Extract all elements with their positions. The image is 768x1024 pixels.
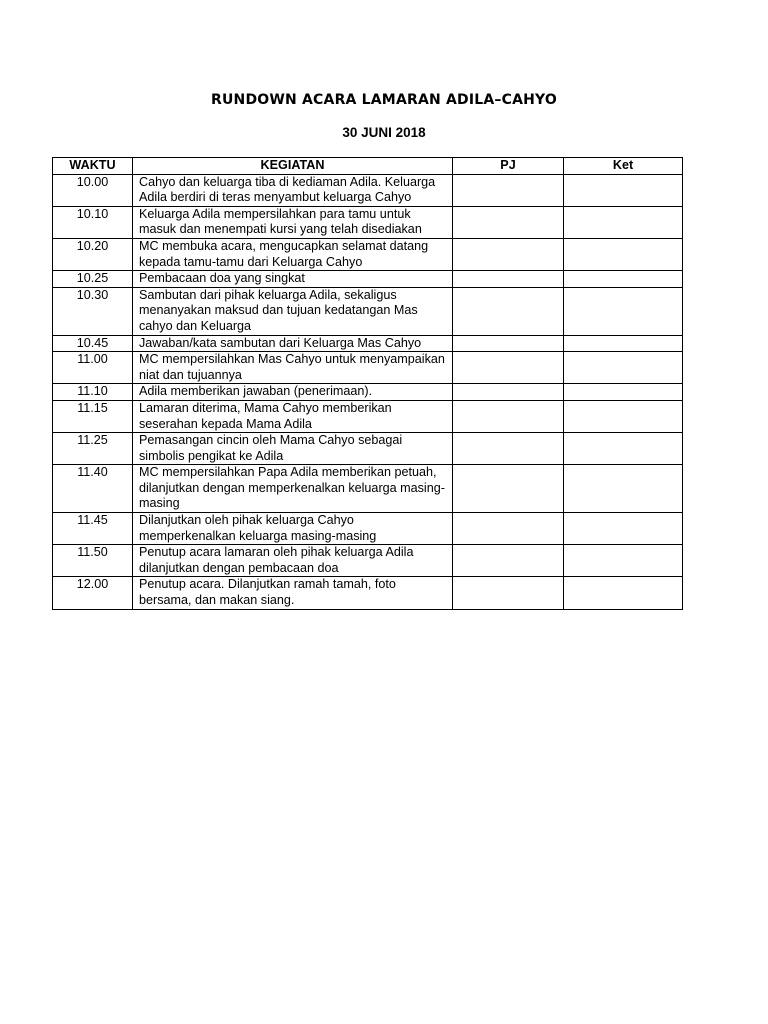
cell-pj: [453, 206, 564, 238]
header-waktu: WAKTU: [53, 158, 133, 175]
table-row: [53, 384, 683, 401]
cell-waktu: 10.45: [53, 335, 133, 352]
table-row: [53, 400, 683, 432]
table-row: [53, 174, 683, 206]
cell-waktu: 10.30: [53, 287, 133, 335]
cell-pj: [453, 238, 564, 270]
cell-ket: [564, 513, 683, 545]
cell-waktu: 10.20: [53, 238, 133, 270]
cell-pj: [453, 400, 564, 432]
cell-kegiatan: MC membuka acara, mengucapkan selamat datang kepada tamu-tamu dari Keluarga Cahyo: [133, 238, 453, 270]
cell-pj: [453, 352, 564, 384]
cell-waktu: 10.25: [53, 271, 133, 288]
cell-waktu: 11.50: [53, 545, 133, 577]
cell-pj: [453, 577, 564, 609]
table-header-row: [53, 158, 683, 175]
cell-waktu: 10.00: [53, 174, 133, 206]
document-title: RUNDOWN ACARA LAMARAN ADILA–CAHYO: [211, 92, 557, 108]
cell-kegiatan: Sambutan dari pihak keluarga Adila, sekaligus menanyakan maksud dan tujuan kedatangan Mas cahyo dan Keluarga: [133, 287, 453, 335]
header-pj: PJ: [453, 158, 564, 175]
cell-ket: [564, 577, 683, 609]
table-row: [53, 513, 683, 545]
cell-ket: [564, 174, 683, 206]
cell-pj: [453, 545, 564, 577]
cell-waktu: 11.00: [53, 352, 133, 384]
header-kegiatan: KEGIATAN: [133, 158, 453, 175]
cell-ket: [564, 287, 683, 335]
cell-pj: [453, 271, 564, 288]
rundown-table: [52, 157, 683, 610]
cell-kegiatan: Jawaban/kata sambutan dari Keluarga Mas Cahyo: [133, 335, 453, 352]
cell-kegiatan: Keluarga Adila mempersilahkan para tamu untuk masuk dan menempati kursi yang telah disediakan: [133, 206, 453, 238]
table-row: [53, 238, 683, 270]
cell-ket: [564, 352, 683, 384]
cell-pj: [453, 513, 564, 545]
cell-ket: [564, 384, 683, 401]
cell-kegiatan: MC mempersilahkan Papa Adila memberikan petuah, dilanjutkan dengan memperkenalkan keluarga masing-masing: [133, 465, 453, 513]
cell-waktu: 10.10: [53, 206, 133, 238]
cell-ket: [564, 545, 683, 577]
table-row: [53, 287, 683, 335]
table-row: [53, 545, 683, 577]
document-date: 30 JUNI 2018: [342, 125, 426, 140]
cell-waktu: 11.15: [53, 400, 133, 432]
cell-pj: [453, 384, 564, 401]
rundown-table-body: [53, 174, 683, 609]
cell-pj: [453, 287, 564, 335]
table-row: [53, 206, 683, 238]
cell-kegiatan: Pembacaan doa yang singkat: [133, 271, 453, 288]
table-row: [53, 335, 683, 352]
table-row: [53, 577, 683, 609]
cell-kegiatan: Adila memberikan jawaban (penerimaan).: [133, 384, 453, 401]
cell-ket: [564, 433, 683, 465]
cell-kegiatan: Cahyo dan keluarga tiba di kediaman Adila. Keluarga Adila berdiri di teras menyambut keluarga Cahyo: [133, 174, 453, 206]
cell-pj: [453, 433, 564, 465]
table-row: [53, 465, 683, 513]
cell-kegiatan: Lamaran diterima, Mama Cahyo memberikan seserahan kepada Mama Adila: [133, 400, 453, 432]
cell-waktu: 11.25: [53, 433, 133, 465]
cell-pj: [453, 335, 564, 352]
table-row: [53, 352, 683, 384]
cell-ket: [564, 271, 683, 288]
cell-waktu: 11.40: [53, 465, 133, 513]
cell-kegiatan: Pemasangan cincin oleh Mama Cahyo sebagai simbolis pengikat ke Adila: [133, 433, 453, 465]
cell-kegiatan: MC mempersilahkan Mas Cahyo untuk menyampaikan niat dan tujuannya: [133, 352, 453, 384]
cell-kegiatan: Penutup acara lamaran oleh pihak keluarga Adila dilanjutkan dengan pembacaan doa: [133, 545, 453, 577]
cell-ket: [564, 206, 683, 238]
cell-waktu: 12.00: [53, 577, 133, 609]
header-ket: Ket: [564, 158, 683, 175]
cell-pj: [453, 465, 564, 513]
cell-pj: [453, 174, 564, 206]
cell-ket: [564, 238, 683, 270]
cell-kegiatan: Dilanjutkan oleh pihak keluarga Cahyo memperkenalkan keluarga masing-masing: [133, 513, 453, 545]
cell-ket: [564, 465, 683, 513]
cell-ket: [564, 400, 683, 432]
cell-ket: [564, 335, 683, 352]
cell-kegiatan: Penutup acara. Dilanjutkan ramah tamah, foto bersama, dan makan siang.: [133, 577, 453, 609]
cell-waktu: 11.45: [53, 513, 133, 545]
table-row: [53, 433, 683, 465]
cell-waktu: 11.10: [53, 384, 133, 401]
table-row: [53, 271, 683, 288]
